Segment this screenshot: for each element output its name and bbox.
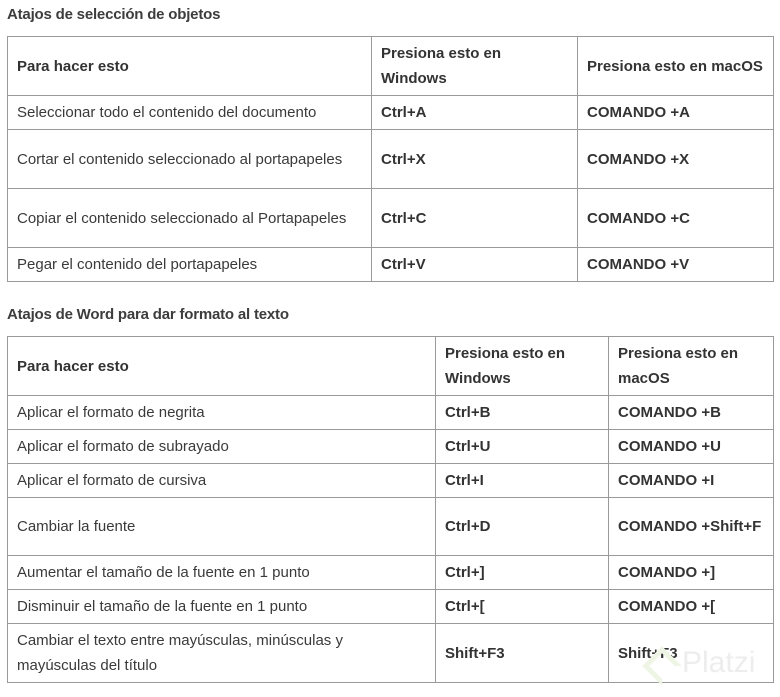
action-cell: Aumentar el tamaño de la fuente en 1 punto	[8, 556, 436, 590]
macos-shortcut: COMANDO +Shift+F	[609, 498, 774, 556]
table-row	[8, 430, 774, 464]
action-cell: Seleccionar todo el contenido del documento	[8, 96, 372, 130]
action-cell: Copiar el contenido seleccionado al Portapapeles	[8, 189, 372, 248]
windows-shortcut: Ctrl+V	[372, 248, 578, 282]
table-row	[8, 498, 774, 556]
table-header-row	[8, 37, 774, 96]
table-row	[8, 556, 774, 590]
macos-shortcut: COMANDO +V	[578, 248, 774, 282]
table-row	[8, 96, 774, 130]
header-windows: Presiona esto en Windows	[436, 337, 609, 396]
table-row	[8, 590, 774, 624]
action-cell: Cambiar la fuente	[8, 498, 436, 556]
macos-shortcut: COMANDO +C	[578, 189, 774, 248]
action-cell: Disminuir el tamaño de la fuente en 1 punto	[8, 590, 436, 624]
section-title-selection: Atajos de selección de objetos	[7, 6, 221, 23]
macos-shortcut: COMANDO +A	[578, 96, 774, 130]
macos-shortcut: COMANDO +I	[609, 464, 774, 498]
windows-shortcut: Shift+F3	[436, 624, 609, 683]
macos-shortcut: COMANDO +[	[609, 590, 774, 624]
windows-shortcut: Ctrl+A	[372, 96, 578, 130]
formatting-shortcuts-table	[7, 336, 774, 683]
header-windows: Presiona esto en Windows	[372, 37, 578, 96]
platzi-watermark: Platzi	[682, 646, 756, 679]
windows-shortcut: Ctrl+[	[436, 590, 609, 624]
windows-shortcut: Ctrl+D	[436, 498, 609, 556]
windows-shortcut: Ctrl+U	[436, 430, 609, 464]
table-row	[8, 189, 774, 248]
action-cell: Cortar el contenido seleccionado al portapapeles	[8, 130, 372, 189]
macos-shortcut: COMANDO +B	[609, 396, 774, 430]
table-row	[8, 464, 774, 498]
table-header-row	[8, 337, 774, 396]
header-action: Para hacer esto	[8, 337, 436, 396]
header-action: Para hacer esto	[8, 37, 372, 96]
action-cell: Aplicar el formato de cursiva	[8, 464, 436, 498]
macos-shortcut: COMANDO +]	[609, 556, 774, 590]
windows-shortcut: Ctrl+]	[436, 556, 609, 590]
windows-shortcut: Ctrl+C	[372, 189, 578, 248]
windows-shortcut: Ctrl+X	[372, 130, 578, 189]
header-macos: Presiona esto en macOS	[578, 37, 774, 96]
selection-shortcuts-table	[7, 36, 774, 282]
header-macos: Presiona esto en macOS	[609, 337, 774, 396]
action-cell: Aplicar el formato de subrayado	[8, 430, 436, 464]
windows-shortcut: Ctrl+I	[436, 464, 609, 498]
macos-shortcut: Shift+F3	[609, 624, 774, 683]
macos-shortcut: COMANDO +U	[609, 430, 774, 464]
table-row	[8, 130, 774, 189]
action-cell: Aplicar el formato de negrita	[8, 396, 436, 430]
macos-shortcut: COMANDO +X	[578, 130, 774, 189]
section-title-formatting: Atajos de Word para dar formato al texto	[7, 306, 289, 323]
action-cell: Cambiar el texto entre mayúsculas, minúsculas y mayúsculas del título	[8, 624, 436, 683]
table-row	[8, 248, 774, 282]
action-cell: Pegar el contenido del portapapeles	[8, 248, 372, 282]
table-row	[8, 396, 774, 430]
windows-shortcut: Ctrl+B	[436, 396, 609, 430]
